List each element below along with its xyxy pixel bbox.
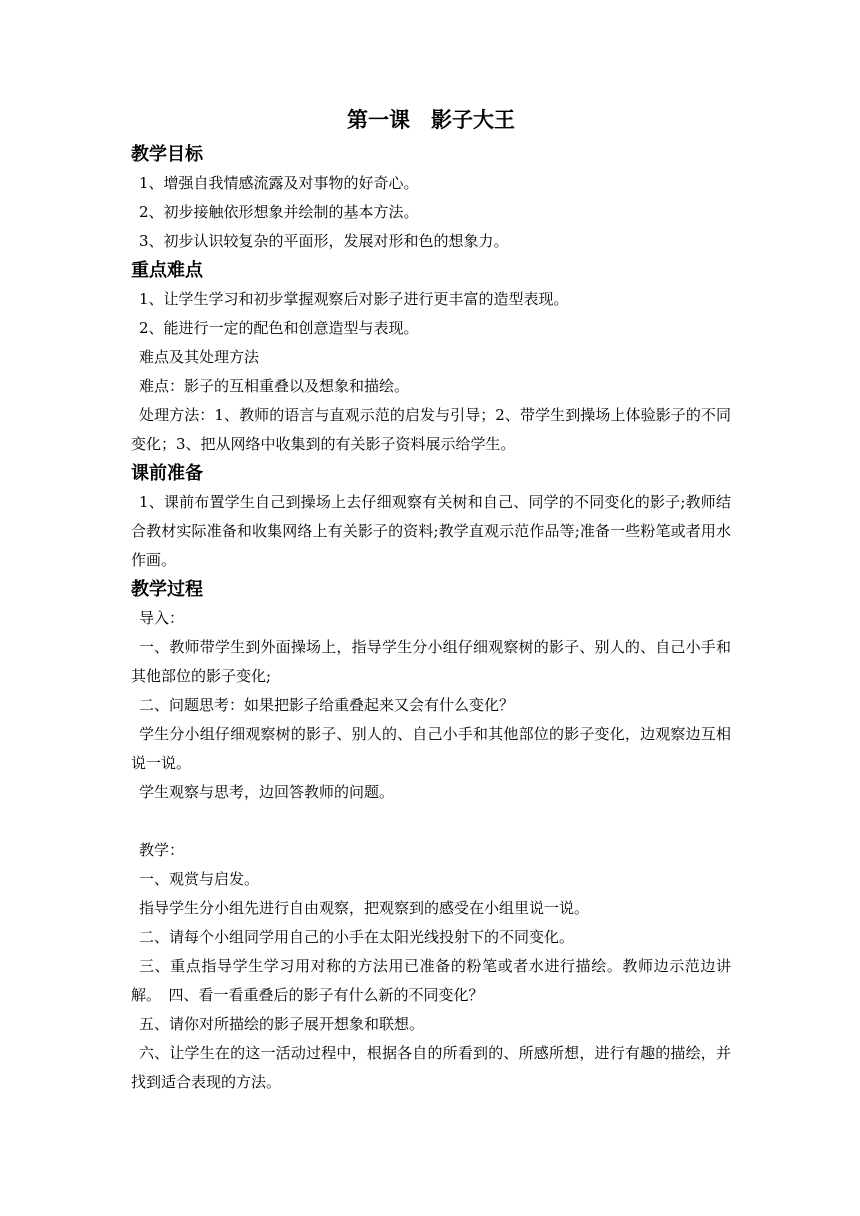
blank-line bbox=[131, 807, 731, 836]
key-point-item: 难点及其处理方法 bbox=[139, 348, 260, 366]
process-teach-item: 二、请每个小组同学用自己的小手在太阳光线投射下的不同变化。 bbox=[139, 928, 575, 946]
goal-item: 1、增强自我情感流露及对事物的好奇心。 bbox=[139, 174, 419, 192]
key-point-item: 2、能进行一定的配色和创意造型与表现。 bbox=[139, 319, 419, 337]
key-point-item: 处理方法：1、教师的语言与直观示范的启发与引导；2、带学生到操场上体验影子的不同变化；3、把从网络中收集到的有关影子资料展示给学生。 bbox=[131, 406, 731, 453]
process-teach-item: 三、重点指导学生学习用对称的方法用已准备的粉笔或者水进行描绘。教师边示范边讲解。 四、看一看重叠后的影子有什么新的不同变化？ bbox=[131, 957, 731, 1004]
process-intro-item: 导入： bbox=[139, 609, 185, 627]
process-intro-item: 一、教师带学生到外面操场上，指导学生分小组仔细观察树的影子、别人的、自己小手和其他部位的影子变化; bbox=[131, 638, 731, 685]
preparation-item: 1、课前布置学生自己到操场上去仔细观察有关树和自己、同学的不同变化的影子;教师结合教材实际准备和收集网络上有关影子的资料;教学直观示范作品等;准备一些粉笔或者用水作画。 bbox=[131, 493, 731, 569]
heading-preparation: 课前准备 bbox=[131, 463, 203, 484]
process-teach-item: 教学： bbox=[139, 841, 185, 859]
heading-key-points: 重点难点 bbox=[131, 260, 203, 281]
document-body bbox=[131, 100, 731, 1097]
key-point-item: 难点：影子的互相重叠以及想象和描绘。 bbox=[139, 377, 410, 395]
key-point-item: 1、让学生学习和初步掌握观察后对影子进行更丰富的造型表现。 bbox=[139, 290, 569, 308]
process-teach-item: 六、让学生在的这一活动过程中，根据各自的所看到的、所感所想，进行有趣的描绘，并找到适合表现的方法。 bbox=[131, 1044, 731, 1091]
process-teach-item: 一、观赏与启发。 bbox=[139, 870, 260, 888]
process-intro-item: 二、问题思考：如果把影子给重叠起来又会有什么变化？ bbox=[139, 696, 515, 714]
goal-item: 3、初步认识较复杂的平面形，发展对形和色的想象力。 bbox=[139, 232, 509, 250]
heading-teaching-process: 教学过程 bbox=[131, 579, 203, 600]
process-teach-item: 指导学生分小组先进行自由观察，把观察到的感受在小组里说一说。 bbox=[139, 899, 590, 917]
lesson-title: 第一课 影子大王 bbox=[347, 108, 515, 132]
goal-item: 2、初步接触依形想象并绘制的基本方法。 bbox=[139, 203, 419, 221]
process-intro-item: 学生分小组仔细观察树的影子、别人的、自己小手和其他部位的影子变化，边观察边互相说一说。 bbox=[131, 725, 731, 772]
process-intro-item: 学生观察与思考，边回答教师的问题。 bbox=[139, 783, 395, 801]
process-teach-item: 五、请你对所描绘的影子展开想象和联想。 bbox=[139, 1015, 425, 1033]
heading-teaching-goals: 教学目标 bbox=[131, 144, 203, 165]
